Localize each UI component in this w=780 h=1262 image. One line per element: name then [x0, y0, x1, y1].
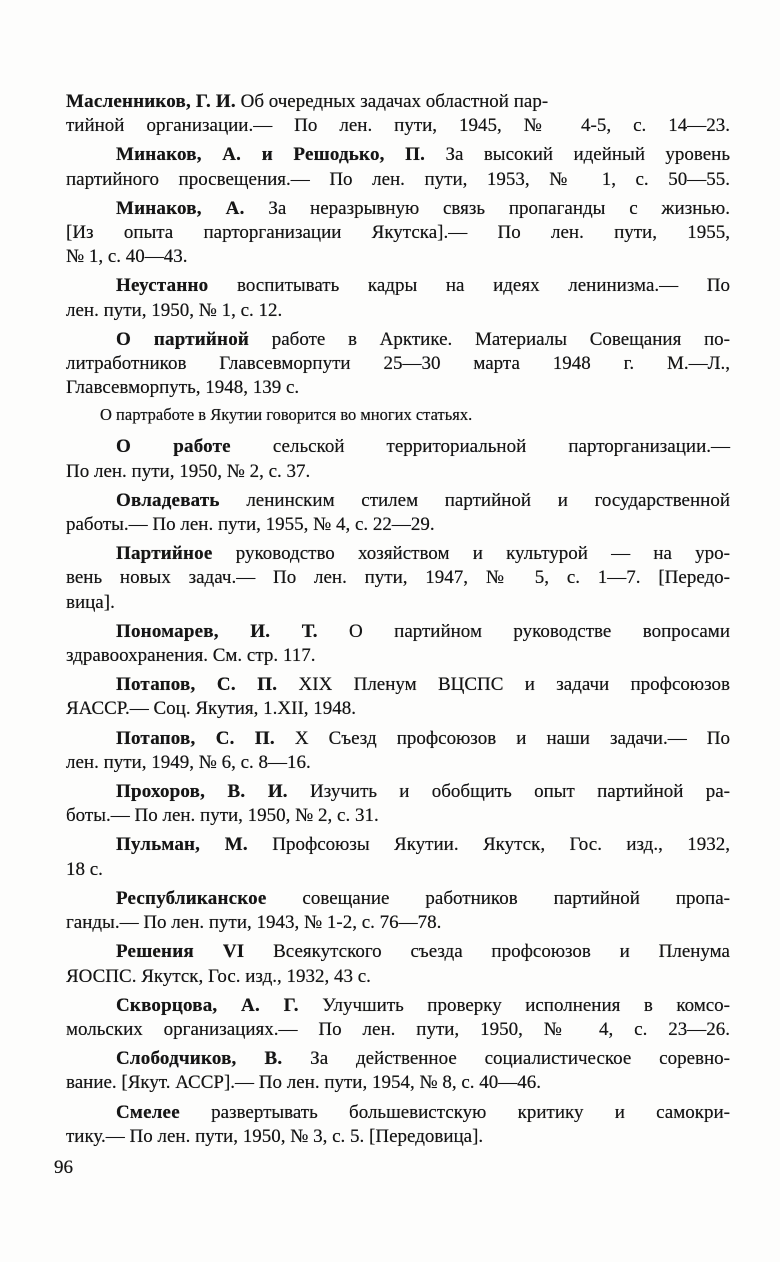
- bibliography-entry: [66, 489, 730, 537]
- entry-lead: Потапов, С. П.: [116, 727, 275, 749]
- entry-lead: Овладевать: [116, 489, 220, 511]
- entry-line-text: За действенное социалистическое соревно-: [282, 1048, 730, 1070]
- entry-line: [66, 1047, 730, 1071]
- entry-line: [66, 489, 730, 513]
- entry-lead: О работе: [116, 436, 231, 458]
- entry-lead: Партийное: [116, 543, 213, 565]
- entry-lead: Скворцова, А. Г.: [116, 994, 299, 1016]
- entry-line: [66, 143, 730, 167]
- bibliography-entry: [66, 727, 730, 775]
- entry-lead: Пульман, М.: [116, 834, 248, 856]
- entry-line-text: руководство хозяйством и культурой — на уро-: [212, 543, 730, 565]
- entry-note: О партработе в Якутии говорится во многих статьях.: [100, 405, 473, 425]
- entry-line: № 1, с. 40—43.: [66, 246, 188, 268]
- entry-line: вица].: [66, 591, 115, 613]
- entry-line-text: воспитывать кадры на идеях ленинизма.— По: [208, 275, 730, 297]
- bibliography-entry: [66, 328, 730, 401]
- entry-line: [66, 435, 730, 459]
- bibliography-entry: [66, 1101, 730, 1149]
- entry-line: литработников Главсевморпути 25—30 марта 1948 г. М.—Л.,: [66, 353, 730, 375]
- entry-line-text: Улучшить проверку исполнения в комсо-: [298, 994, 731, 1016]
- bibliography-entry: [66, 994, 730, 1042]
- entry-line: лен. пути, 1949, № 6, с. 8—16.: [66, 751, 311, 773]
- entry-lead: Масленников, Г. И.: [66, 91, 236, 112]
- entry-line-text: развертывать большевистскую критику и самокри-: [179, 1101, 730, 1123]
- entry-line-text: Профсоюзы Якутии. Якутск, Гос. изд., 1932,: [247, 834, 730, 856]
- bibliography-entry: [66, 780, 730, 828]
- entry-lead: Прохоров, В. И.: [116, 781, 288, 803]
- entry-line: Главсевморпуть, 1948, 139 с.: [66, 377, 300, 399]
- entry-line: [66, 1101, 730, 1125]
- entry-line: [66, 274, 730, 298]
- entry-line: вень новых задач.— По лен. пути, 1947, № 5, с. 1—7. [Передо-: [66, 567, 730, 589]
- entry-lead: Республиканское: [116, 887, 267, 909]
- entry-line-text: сельской территориальной парторганизации.—: [230, 436, 730, 458]
- entry-line-text: совещание работников партийной пропа-: [266, 887, 730, 909]
- entry-line: [66, 673, 730, 697]
- entry-line: ЯОСПС. Якутск, Гос. изд., 1932, 43 с.: [66, 965, 371, 987]
- entry-lead: О партийной: [116, 328, 250, 350]
- bibliography-text-block: [54, 90, 731, 1180]
- entry-line-text: За неразрывную связь пропаганды с жизнью.: [244, 197, 731, 219]
- entry-lead: Пономарев, И. Т.: [116, 620, 318, 642]
- entry-line: 18 с.: [66, 858, 103, 880]
- entry-line: [66, 940, 730, 964]
- bibliography-entry: [66, 542, 730, 615]
- entry-line-text: X Съезд профсоюзов и наши задачи.— По: [274, 727, 730, 749]
- bibliography-entry: [66, 274, 730, 322]
- entry-line: [Из опыта парторганизации Якутска].— По лен. пути, 1955,: [66, 222, 730, 244]
- page-number: 96: [54, 1156, 73, 1178]
- entry-lead: Решения VI: [116, 941, 245, 963]
- entry-lead: Слободчиков, В.: [116, 1048, 283, 1070]
- entry-line-text: ленинским стилем партийной и государственной: [219, 489, 730, 511]
- bibliography-entry: [66, 1047, 730, 1095]
- entry-line: [66, 542, 730, 566]
- entry-line: [66, 780, 730, 804]
- entry-line: [66, 727, 730, 751]
- bibliography-entry: [66, 940, 730, 988]
- bibliography-entry: [66, 833, 730, 881]
- entry-line-text: Изучить и обобщить опыт партийной ра-: [287, 781, 730, 803]
- entry-line: работы.— По лен. пути, 1955, № 4, с. 22—29.: [66, 514, 435, 536]
- entry-line-text: работе в Арктике. Материалы Совещания по-: [249, 328, 730, 350]
- entry-line: По лен. пути, 1950, № 2, с. 37.: [66, 460, 311, 482]
- bibliography-entry: [66, 197, 730, 270]
- entry-line: лен. пути, 1950, № 1, с. 12.: [66, 299, 283, 321]
- bibliography-entry: [66, 90, 730, 138]
- entry-line: тийной организации.— По лен. пути, 1945, № 4-5, с. 14—23.: [66, 115, 730, 137]
- entry-line-text: XIX Пленум ВЦСПС и задачи профсоюзов: [277, 674, 730, 696]
- entry-line: [66, 620, 730, 644]
- entry-line: [66, 887, 730, 911]
- bibliography-entry: [66, 620, 730, 668]
- entry-lead: Смелее: [116, 1101, 180, 1123]
- bibliography-entry: [66, 143, 730, 191]
- entry-line: боты.— По лен. пути, 1950, № 2, с. 31.: [66, 805, 379, 827]
- entry-lead: Потапов, С. П.: [116, 674, 278, 696]
- entry-lead: Минаков, А.: [116, 197, 245, 219]
- entry-lead: Неустанно: [116, 275, 209, 297]
- entry-line: [66, 328, 730, 352]
- entry-lead: Минаков, А. и Решодько, П.: [116, 144, 426, 166]
- entry-line: [66, 91, 548, 112]
- entry-line: [66, 197, 730, 221]
- entry-line: вание. [Якут. АССР].— По лен. пути, 1954, № 8, с. 40—46.: [66, 1072, 542, 1094]
- entry-line: ЯАССР.— Соц. Якутия, 1.XII, 1948.: [66, 698, 357, 720]
- entry-line: партийного просвещения.— По лен. пути, 1953, № 1, с. 50—55.: [66, 168, 730, 190]
- entry-line-text: Всеякутского съезда профсоюзов и Пленума: [244, 941, 730, 963]
- bibliography-entry: [66, 673, 730, 721]
- bibliography-entry: [66, 435, 730, 483]
- entry-line-text: Об очередных задачах областной пар-: [235, 91, 549, 112]
- entry-line: тику.— По лен. пути, 1950, № 3, с. 5. [Передовица].: [66, 1125, 484, 1147]
- entry-line-text: О партийном руководстве вопросами: [317, 620, 730, 642]
- entry-line: здравоохранения. См. стр. 117.: [66, 645, 316, 667]
- entry-line: [66, 833, 730, 857]
- entry-line: ганды.— По лен. пути, 1943, № 1-2, с. 76—78.: [66, 912, 442, 934]
- entry-line: мольских организациях.— По лен. пути, 1950, № 4, с. 23—26.: [66, 1018, 730, 1040]
- entry-line: [66, 994, 730, 1018]
- bibliography-entry: [66, 887, 730, 935]
- entry-line-text: За высокий идейный уровень: [425, 144, 730, 166]
